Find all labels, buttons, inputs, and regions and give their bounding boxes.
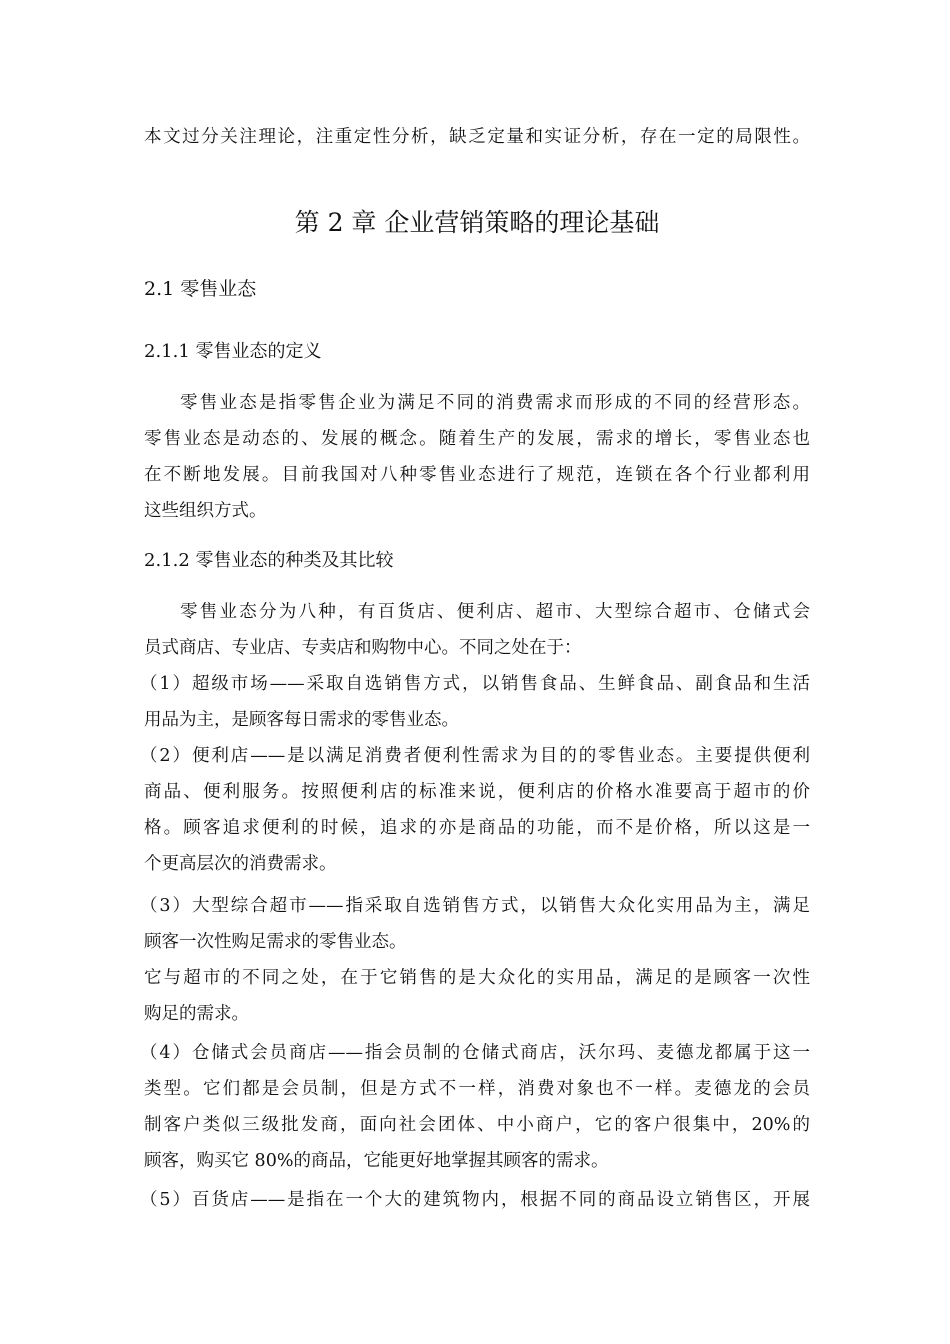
list-item-5-line: （5）百货店——是指在一个大的建筑物内，根据不同的商品设立销售区，开展 [140,1190,810,1210]
chapter-title: 第 2 章 企业营销策略的理论基础 [294,208,660,237]
list-item-2-line: 格。顾客追求便利的时候，追求的亦是商品的功能，而不是价格，所以这是一 [144,818,810,838]
list-item-3-extra-line: 购足的需求。 [144,1004,249,1024]
list-item-4-line: 顾客，购买它 80%的商品，它能更好地掌握其顾客的需求。 [144,1151,609,1171]
list-item-4-line: 类型。它们都是会员制，但是方式不一样，消费对象也不一样。麦德龙的会员 [144,1079,810,1099]
list-item-3-extra-line: 它与超市的不同之处，在于它销售的是大众化的实用品，满足的是顾客一次性 [144,968,810,988]
section-heading-2-1-2: 2.1.2 零售业态的种类及其比较 [144,550,394,571]
list-item-3-line: （3）大型综合超市——指采取自选销售方式，以销售大众化实用品为主，满足 [140,896,810,916]
list-item-2-line: 商品、便利服务。按照便利店的标准来说，便利店的价格水准要高于超市的价 [144,782,810,802]
list-item-4-line: 制客户类似三级批发商，面向社会团体、中小商户，它的客户很集中，20%的 [144,1115,810,1135]
list-item-2-line: （2）便利店——是以满足消费者便利性需求为目的的零售业态。主要提供便利 [140,746,810,766]
types-line: 零售业态分为八种，有百货店、便利店、超市、大型综合超市、仓储式会 [180,602,810,622]
types-line: 员式商店、专业店、专卖店和购物中心。不同之处在于： [144,638,582,658]
list-item-4-line: （4）仓储式会员商店——指会员制的仓储式商店，沃尔玛、麦德龙都属于这一 [140,1043,810,1063]
list-item-1-line: （1）超级市场——采取自选销售方式，以销售食品、生鲜食品、副食品和生活 [140,674,810,694]
definition-line: 这些组织方式。 [144,501,267,521]
list-item-2-line: 个更高层次的消费需求。 [144,854,337,874]
section-heading-2-1-1: 2.1.1 零售业态的定义 [144,341,322,362]
definition-line: 零售业态是动态的、发展的概念。随着生产的发展，需求的增长，零售业态也 [144,429,810,449]
section-heading-2-1: 2.1 零售业态 [144,278,257,300]
definition-line: 在不断地发展。目前我国对八种零售业态进行了规范，连锁在各个行业都利用 [144,465,810,485]
top-paragraph-line: 本文过分关注理论，注重定性分析，缺乏定量和实证分析，存在一定的局限性。 [144,127,810,147]
list-item-1-line: 用品为主，是顾客每日需求的零售业态。 [144,710,459,730]
definition-line: 零售业态是指零售企业为满足不同的消费需求而形成的不同的经营形态。 [180,393,810,413]
list-item-3-line: 顾客一次性购足需求的零售业态。 [144,932,407,952]
